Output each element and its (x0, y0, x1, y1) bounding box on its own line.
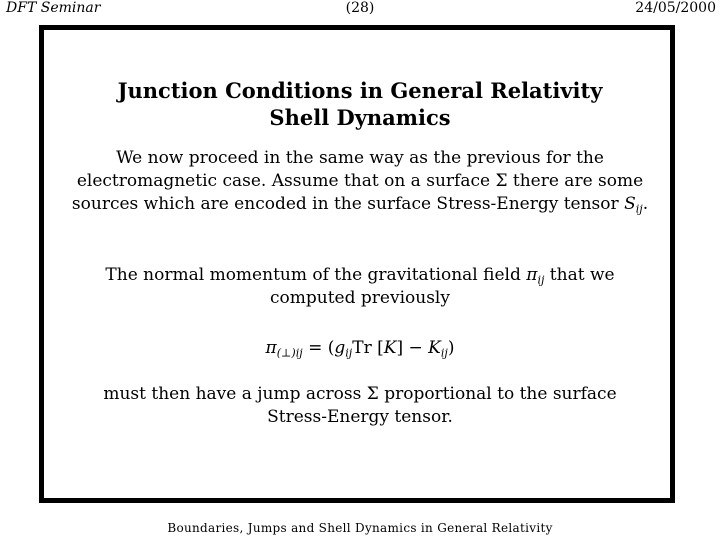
text-fragment: The normal momentum of the gravitational field (105, 265, 527, 285)
slide-number: (28) (345, 0, 375, 16)
math-letter: K (428, 338, 441, 358)
stress-energy-symbol (624, 194, 643, 214)
math-operator: = ( (302, 338, 335, 358)
trace-operator: Tr [ (352, 338, 384, 358)
paragraph-momentum-line-2: computed previously (270, 288, 450, 308)
math-letter: π (265, 338, 277, 358)
text-fragment: sources which are encoded in the surface Stress-Energy tensor (71, 194, 625, 214)
title-line-1: Junction Conditions in General Relativity (117, 78, 603, 103)
paragraph-intro-line-3 (10, 193, 710, 216)
page-header (0, 0, 720, 20)
sigma-symbol: Σ (366, 384, 379, 404)
title-line-2: Shell Dynamics (269, 105, 451, 130)
math-subscript: (⊥)ij (276, 346, 303, 360)
math-operator: ) (447, 338, 455, 358)
math-letter: K (383, 338, 397, 358)
text-fragment: must then have a jump across (103, 384, 367, 404)
paragraph-intro-line-1: We now proceed in the same way as the previous for the (116, 148, 604, 168)
math-letter: π (526, 265, 538, 285)
paragraph-intro-line-2 (10, 170, 710, 193)
text-fragment: . (642, 194, 649, 214)
paragraph-jump-line-1 (10, 383, 710, 406)
momentum-symbol (526, 265, 544, 285)
paragraph-jump (10, 383, 710, 429)
text-fragment: electromagnetic case. Assume that on a surface (76, 171, 496, 191)
momentum-equation (0, 337, 720, 360)
math-subscript: ij (635, 202, 643, 216)
page-footer: Boundaries, Jumps and Shell Dynamics in General Relativity (167, 521, 553, 535)
math-subscript: ij (440, 346, 448, 360)
math-letter: g (334, 338, 346, 358)
slide-date: 24/05/2000 (635, 0, 716, 16)
math-letter: S (624, 194, 636, 214)
math-subscript: ij (537, 273, 545, 287)
text-fragment: proportional to the surface (378, 384, 617, 404)
paragraph-momentum-line-1 (10, 264, 710, 287)
slide-title (0, 77, 720, 131)
text-fragment: there are some (507, 171, 644, 191)
math-subscript: ij (345, 346, 353, 360)
math-operator: ] − (396, 338, 429, 358)
sigma-symbol: Σ (495, 171, 508, 191)
text-fragment: that we (544, 265, 615, 285)
paragraph-momentum (10, 264, 710, 310)
paragraph-intro (10, 147, 710, 216)
seminar-name: DFT Seminar (6, 0, 101, 16)
paragraph-jump-line-2: Stress-Energy tensor. (267, 407, 453, 427)
